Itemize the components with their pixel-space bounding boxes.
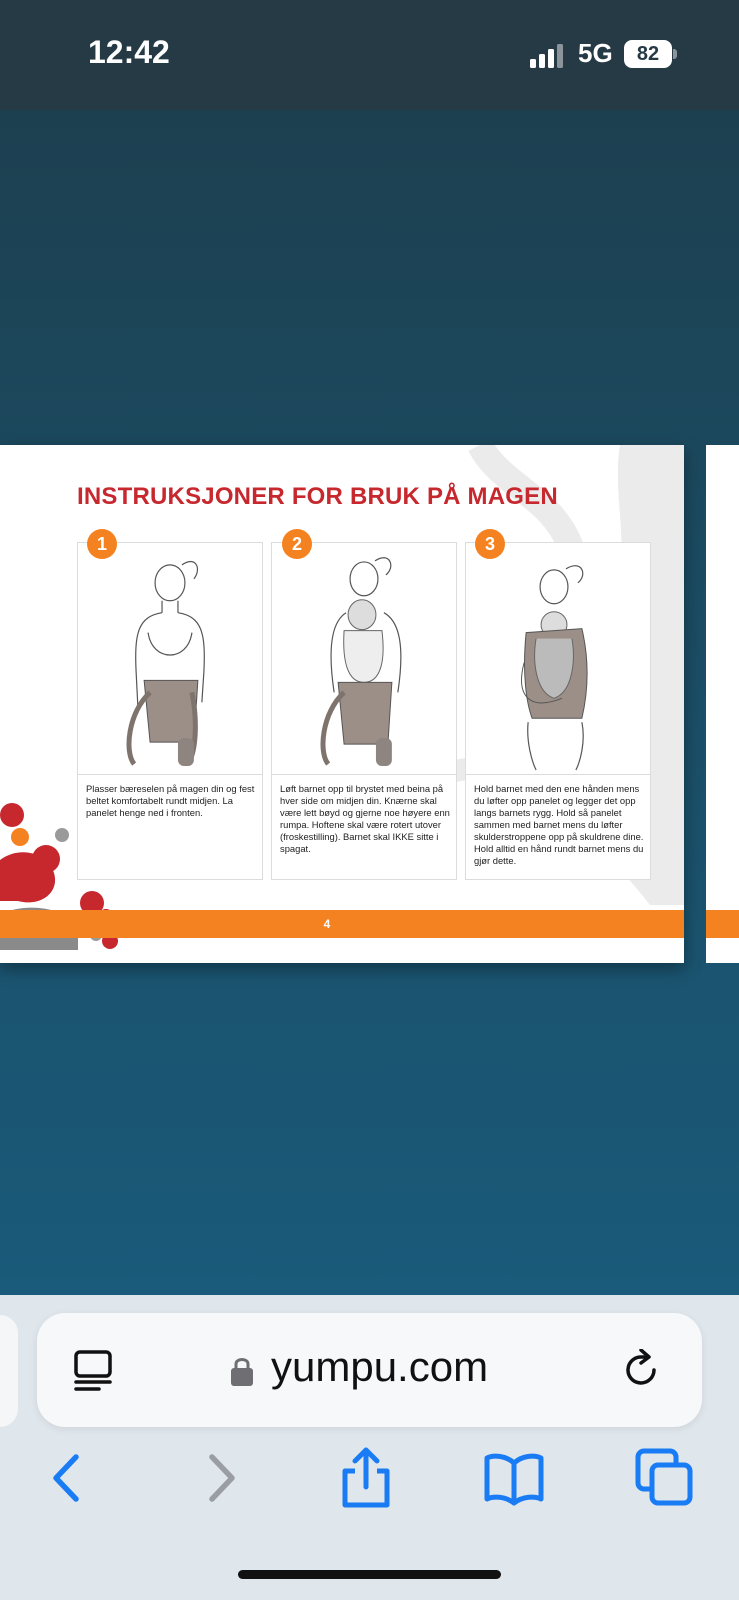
- page-footer-bar: [0, 910, 684, 938]
- step-card: [271, 542, 457, 880]
- illustration-lifting-baby-to-chest: [272, 543, 456, 775]
- page-number: 4: [323, 917, 331, 931]
- illustration-woman-with-carrier-belt: [78, 543, 262, 775]
- network-type: 5G: [578, 38, 613, 68]
- document-page[interactable]: [0, 445, 684, 963]
- forward-icon[interactable]: [190, 1447, 252, 1509]
- share-icon[interactable]: [335, 1447, 397, 1509]
- step-text: Hold barnet med den ene hånden mens du løfter opp panelet og legger det opp langs barnets rygg. Hold så panelet sammen med barnet mens du løfter skulderstroppene opp på skuldrene dine. Hold alltid en hånd rundt barnet mens du gjør dette.: [474, 783, 644, 866]
- page-title: INSTRUKSJONER FOR BRUK PÅ MAGEN: [77, 483, 558, 510]
- battery-nub: [673, 49, 677, 59]
- reader-mode-icon[interactable]: [73, 1349, 115, 1391]
- reload-icon[interactable]: [621, 1349, 663, 1391]
- step-text: Løft barnet opp til brystet med beina på hver side om midjen din. Knærne skal være lett bøyd og gjerne noe høyere enn rumpa. Hoftene skal være rotert utover (froskestilling). Barnet skal IKKE sitte i spagat.: [280, 783, 450, 854]
- lock-icon: [230, 1355, 254, 1387]
- home-indicator: [238, 1570, 501, 1579]
- browser-toolbar: [0, 1295, 739, 1600]
- clock: 12:42: [88, 34, 170, 70]
- next-page-preview[interactable]: [706, 445, 739, 963]
- url-text[interactable]: yumpu.com: [271, 1343, 489, 1390]
- illustration-baby-in-carrier: [466, 543, 650, 775]
- address-bar[interactable]: [37, 1313, 702, 1427]
- status-bar: [0, 0, 739, 110]
- step-number-badge: 3: [475, 529, 505, 559]
- tabs-icon[interactable]: [634, 1447, 696, 1509]
- step-number-badge: 2: [282, 529, 312, 559]
- battery-icon: 82: [624, 40, 672, 68]
- step-number-badge: 1: [87, 529, 117, 559]
- previous-tab-preview[interactable]: [0, 1315, 18, 1427]
- signal-icon: [530, 44, 570, 68]
- next-page-footer-bar: [706, 910, 739, 938]
- step-card: [465, 542, 651, 880]
- step-text: Plasser bæreselen på magen din og fest beltet komfortabelt rundt midjen. La panelet henge ned i fronten.: [86, 783, 255, 818]
- back-icon[interactable]: [36, 1447, 98, 1509]
- document-viewer[interactable]: [0, 110, 739, 1295]
- bookmarks-icon[interactable]: [483, 1447, 545, 1509]
